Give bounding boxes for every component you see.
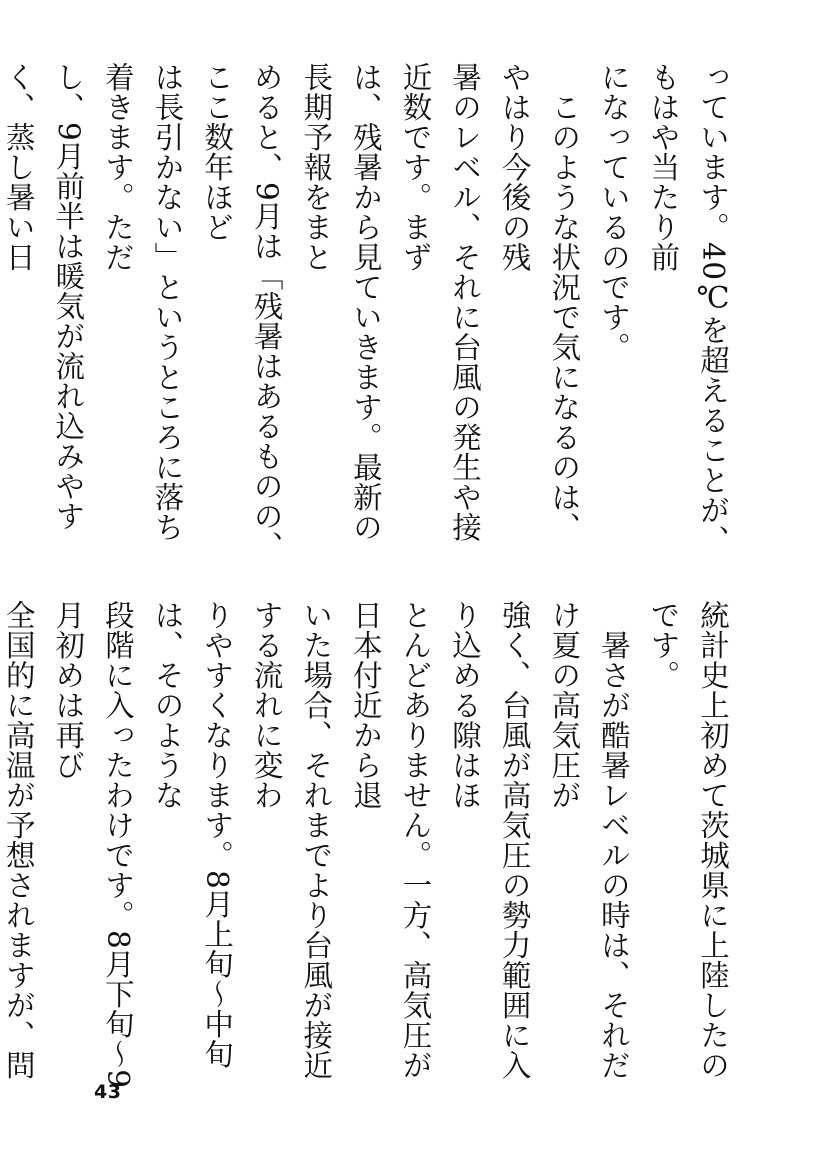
- paragraph: 暑さが酷暑レベルの時は、それだけ夏の高気圧が 強く、台風が高気圧の勢力範囲に入り込める隙はほ とんどありません。一方、高気圧が日本付近から退 いた場合、それまでより台風が接近する流れに変わ りやすくなります。8月上旬～中旬は、そのような 段階に入ったわけです。8月下旬～9月初めは再び 全国的に高温が予想されますが、問: [1, 600, 631, 1089]
- paragraph: 統計史上初めて茨城県に上陸したのです。: [646, 600, 730, 1080]
- upper-text-block: [1, 62, 737, 562]
- lower-text-block: [1, 600, 737, 1100]
- paragraph: っています。40℃を超えることが、もはや当たり前 になっているのです。: [596, 62, 730, 556]
- paragraph: このような状況で気になるのは、やはり今後の残 暑のレベル、それに台風の発生や接近数です。まず は、残暑から見ていきます。最新の長期予報をまと めると、9月は「残暑はあるものの、ここ数年ほど は長引かない」というところに落ち着きます。ただ し、9月前半は暖気が流れ込みやすく、蒸し暑い日: [1, 62, 582, 562]
- page-number: 43: [94, 1081, 122, 1103]
